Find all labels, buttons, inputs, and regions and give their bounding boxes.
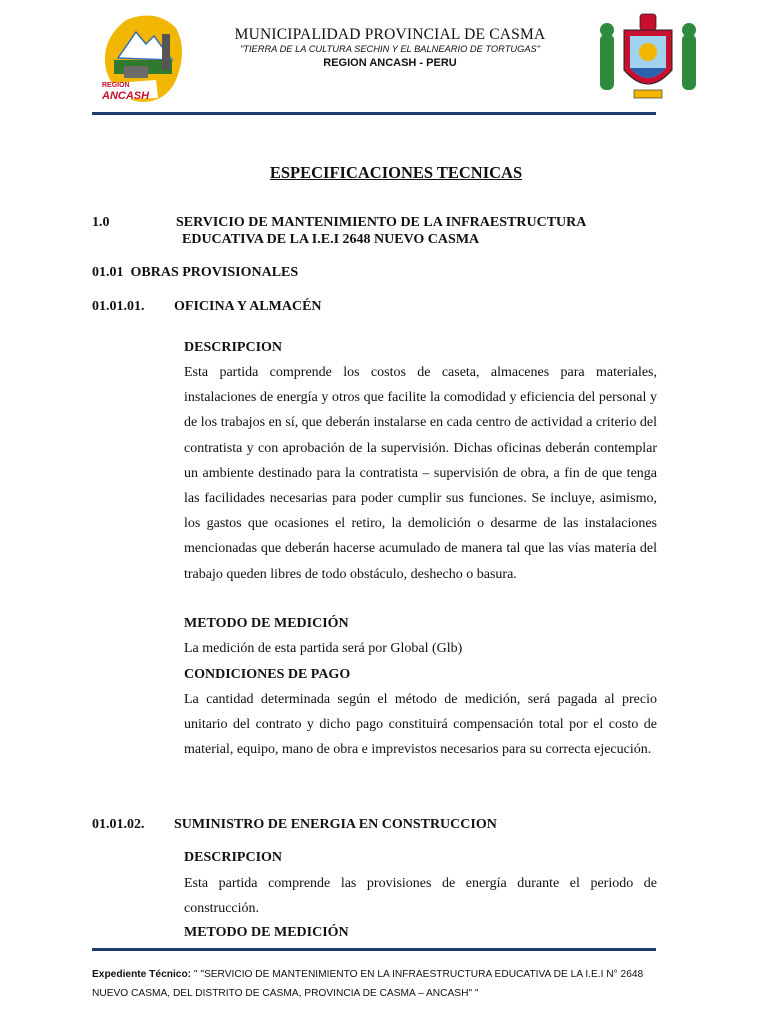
item-title: SUMINISTRO DE ENERGIA EN CONSTRUCCION bbox=[174, 817, 497, 832]
footer-divider bbox=[92, 948, 656, 951]
item-number: 01.01.01. bbox=[92, 299, 145, 314]
description-text: Esta partida comprende las provisiones de energía durante el periodo de construcción. bbox=[184, 876, 657, 917]
payment-text: La cantidad determinada según el método de medición, será pagada al precio unitario del contrato y dicho pago constituirá compensación total por el costo de material, equipo, mano de obra e imprevistos necesarios para su correcta ejecución. bbox=[184, 692, 657, 758]
subsection-heading: 01.01 OBRAS PROVISIONALES bbox=[92, 265, 299, 280]
description-text: Esta partida comprende los costos de caseta, almacenes para materiales, instalaciones de energía y otros que facilite la comodidad y eficiencia del personal y de los trabajos en sí, que deberán instalarse en cada centro de actividad a criterio del contratista y con aprobación de la supervisión. Dichas oficinas deberán contemplar un ambiente destinado para la contratista – supervisión de obra, a fin de que tenga las facilidades necesarias para poder cumplir sus funciones. Se incluye, asimismo, los gastos que ocasiones el retiro, la demolición o desarme de las instalaciones mencionadas que deberán hacerse acumulado de manera tal que las vías materia del trabajo queden libres de todo obstáculo, deshecho o basura. bbox=[184, 365, 657, 582]
casma-coat-of-arms bbox=[594, 12, 702, 104]
logo-text-region: REGION bbox=[102, 82, 130, 89]
measurement-text: La medición de esta partida será por Global (Glb) bbox=[184, 641, 463, 656]
measurement-label: METODO DE MEDICIÓN bbox=[184, 616, 349, 631]
header-divider bbox=[92, 112, 656, 115]
document-title: ESPECIFICACIONES TECNICAS bbox=[269, 163, 523, 182]
description-label: DESCRIPCION bbox=[184, 850, 283, 865]
description-label: DESCRIPCION bbox=[184, 340, 283, 355]
section-title-line2: EDUCATIVA DE LA I.E.I 2648 NUEVO CASMA bbox=[182, 232, 480, 247]
logo-text-ancash: ANCASH bbox=[102, 90, 150, 102]
org-name: MUNICIPALIDAD PROVINCIAL DE CASMA bbox=[234, 26, 546, 43]
section-number: 1.0 bbox=[92, 215, 110, 230]
region-ancash-logo bbox=[96, 10, 188, 106]
org-region: REGION ANCASH - PERU bbox=[323, 57, 457, 69]
footer-text: " "SERVICIO DE MANTENIMIENTO EN LA INFRAESTRUCTURA EDUCATIVA DE LA I.E.I N° 2648 NUEVO CASMA, DEL DISTRITO DE CASMA, PROVINCIA DE CASMA – ANCASH" " bbox=[92, 969, 644, 999]
org-motto: "TIERRA DE LA CULTURA SECHIN Y EL BALNEARIO DE TORTUGAS" bbox=[239, 44, 541, 54]
section-title-line1: SERVICIO DE MANTENIMIENTO DE LA INFRAESTRUCTURA bbox=[176, 215, 587, 230]
item-number: 01.01.02. bbox=[92, 817, 145, 832]
item-title: OFICINA Y ALMACÉN bbox=[174, 299, 322, 314]
measurement-label: METODO DE MEDICIÓN bbox=[184, 925, 349, 940]
footer-label: Expediente Técnico: bbox=[92, 969, 192, 980]
footer bbox=[92, 965, 672, 1003]
payment-label: CONDICIONES DE PAGO bbox=[184, 667, 351, 682]
